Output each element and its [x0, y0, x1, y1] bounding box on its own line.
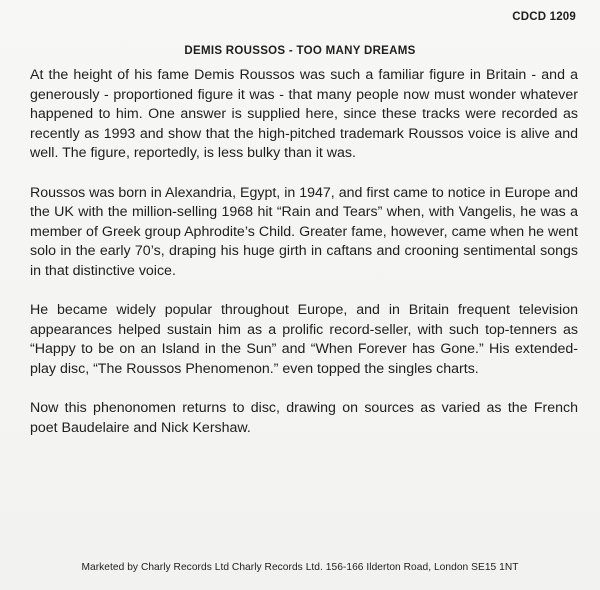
- paragraph-1: At the height of his fame Demis Roussos was such a familiar figure in Britain - and a generously - proportioned figure it was - that many people now must wonder whatever happened to him. One answer is supplied here, since these tracks were recorded as recently as 1993 and show that the high-pitched trademark Roussos voice is alive and well. The figure, reportedly, is less bulky than it was.: [30, 67, 578, 162]
- footer-credit: Marketed by Charly Records Ltd Charly Records Ltd. 156-166 Ilderton Road, London SE15 1NT: [81, 562, 519, 573]
- album-title: DEMIS ROUSSOS - TOO MANY DREAMS: [184, 45, 416, 57]
- paragraph-2: Roussos was born in Alexandria, Egypt, in 1947, and first came to notice in Europe and the UK with the million-selling 1968 hit “Rain and Tears” when, with Vangelis, he was a member of Greek group Aphrodite’s Child. Greater fame, however, came when he went solo in the early 70’s, draping his huge girth in caftans and crooning sentimental songs in that distinctive voice.: [30, 184, 578, 279]
- paragraph-3: He became widely popular throughout Europe, and in Britain frequent television appearances helped sustain him as a prolific record-seller, with such top-tenners as “Happy to be on an Island in the Sun” and “When Forever has Gone.” His extended-play disc, “The Roussos Phenomenon.” even topped the singles charts.: [30, 302, 578, 377]
- liner-notes-body: [30, 66, 578, 458]
- catalog-number: CDCD 1209: [512, 11, 576, 23]
- paragraph-4: Now this phenonomen returns to disc, drawing on sources as varied as the French poet Baudelaire and Nick Kershaw.: [30, 400, 578, 436]
